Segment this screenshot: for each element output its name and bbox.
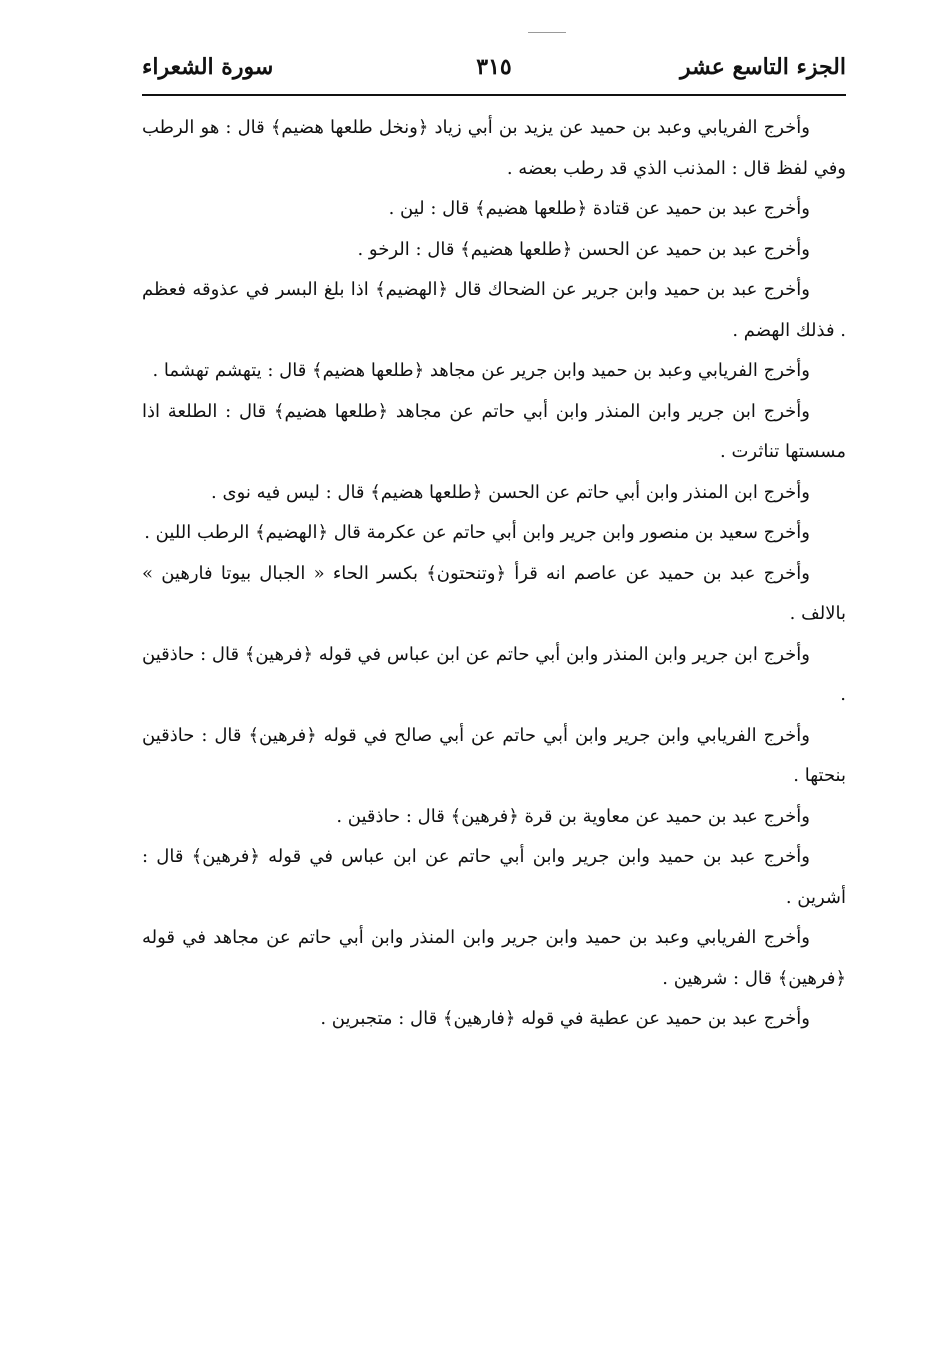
paragraph-text: وأخرج عبد بن حميد عن عطية في قوله ﴿فارهين﴾ قال : متجبرين . — [320, 1008, 810, 1029]
paragraph — [142, 189, 846, 230]
running-header — [142, 48, 846, 90]
paragraph — [142, 554, 846, 635]
paragraph-text: وأخرج الفريابي وابن جرير وابن أبي حاتم عن أبي صالح في قوله ﴿فرهين﴾ قال : حاذقين بنحتها . — [142, 724, 846, 786]
surah-title: سورة الشعراء — [142, 54, 274, 80]
paragraph — [142, 918, 846, 999]
paragraph-text: وأخرج عبد بن حميد عن قتادة ﴿طلعها هضيم﴾ قال : لين . — [388, 198, 810, 219]
paragraph-text: وأخرج عبد بن حميد عن معاوية بن قرة ﴿فرهين﴾ قال : حاذقين . — [336, 805, 810, 827]
paragraph — [142, 108, 846, 189]
paragraph — [142, 392, 846, 473]
paragraph — [142, 716, 846, 797]
paragraph-text: وأخرج سعيد بن منصور وابن جرير وابن أبي حاتم عن عكرمة قال ﴿الهضيم﴾ الرطب اللين . — [144, 522, 810, 543]
paragraph — [142, 999, 846, 1040]
paragraph-text: وأخرج ابن جرير وابن المنذر وابن أبي حاتم عن مجاهد ﴿طلعها هضيم﴾ قال : الطلعة اذا مسستها تناثرت . — [142, 400, 846, 462]
paragraph-text: وأخرج الفريابي وعبد بن حميد وابن جرير وابن المنذر وابن أبي حاتم عن مجاهد في قوله ﴿فرهين﴾ قال : شرهين . — [142, 927, 846, 989]
page-number: ٣١٥ — [476, 54, 512, 80]
paragraph — [142, 270, 846, 351]
paragraph-text: وأخرج عبد بن حميد عن الحسن ﴿طلعها هضيم﴾ قال : الرخو . — [357, 238, 810, 260]
paragraph-text: وأخرج الفريابي وعبد بن حميد وابن جرير عن مجاهد ﴿طلعها هضيم﴾ قال : يتهشم تهشما . — [152, 360, 810, 381]
top-margin-mark — [528, 32, 566, 33]
page-body — [142, 108, 846, 1040]
paragraph-text: وأخرج ابن المنذر وابن أبي حاتم عن الحسن ﴿طلعها هضيم﴾ قال : ليس فيه نوى . — [211, 481, 810, 503]
paragraph — [142, 351, 846, 392]
paragraph — [142, 837, 846, 918]
paragraph — [142, 797, 846, 838]
header-rule — [142, 94, 846, 96]
paragraph — [142, 230, 846, 271]
paragraph — [142, 635, 846, 716]
paragraph — [142, 473, 846, 514]
paragraph-text: وأخرج الفريابي وعبد بن حميد عن يزيد بن أبي زياد ﴿ونخل طلعها هضيم﴾ قال : هو الرطب وفي لفظ قال : المذنب الذي قد رطب بعضه . — [142, 117, 846, 179]
part-title: الجزء التاسع عشر — [679, 54, 846, 80]
paragraph-text: وأخرج عبد بن حميد وابن جرير عن الضحاك قال ﴿الهضيم﴾ اذا بلغ البسر في عذوقه فعظم . فذلك الهضم . — [142, 279, 846, 341]
paragraph-text: وأخرج عبد بن حميد عن عاصم انه قرأ ﴿وتنحتون﴾ بكسر الحاء « الجبال بيوتا فارهين » بالالف . — [142, 562, 846, 624]
paragraph-text: وأخرج عبد بن حميد وابن جرير وابن أبي حاتم عن ابن عباس في قوله ﴿فرهين﴾ قال : أشرين . — [142, 846, 846, 908]
paragraph — [142, 513, 846, 554]
paragraph-text: وأخرج ابن جرير وابن المنذر وابن أبي حاتم عن ابن عباس في قوله ﴿فرهين﴾ قال : حاذقين . — [142, 643, 846, 705]
